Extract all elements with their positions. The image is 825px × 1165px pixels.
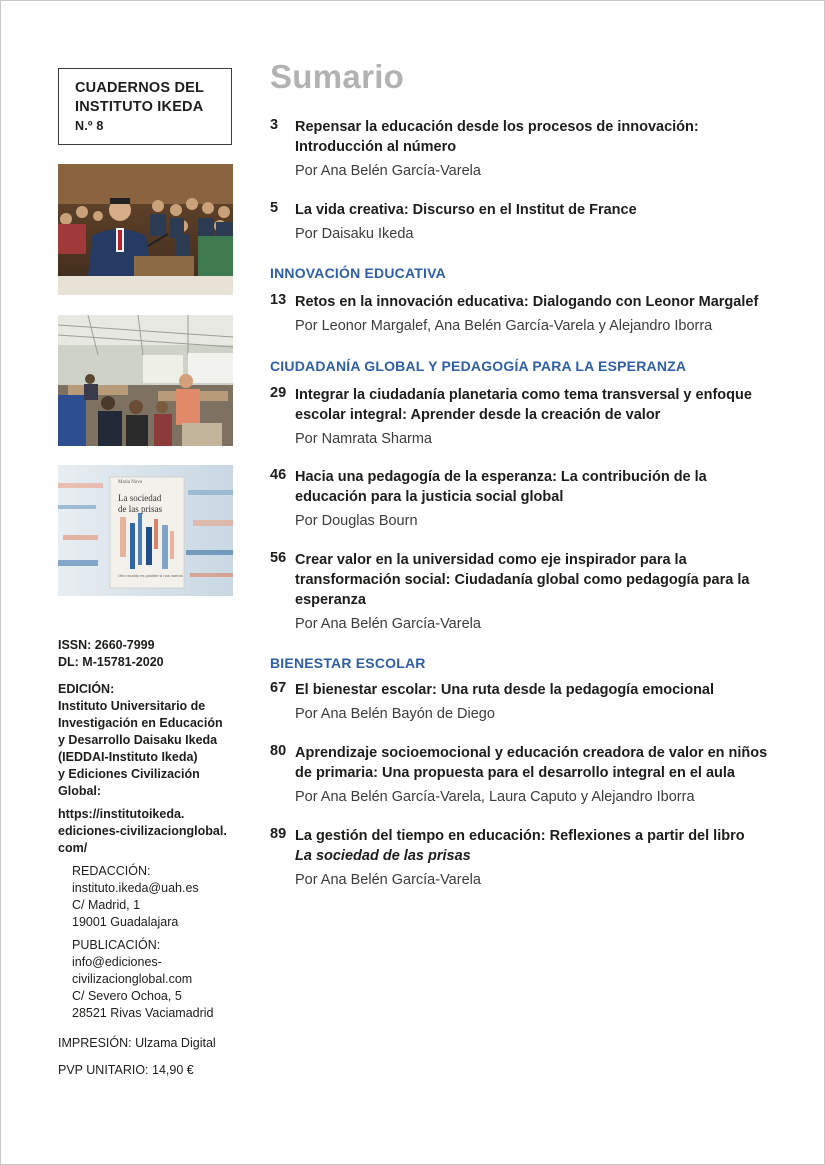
toc-title-line: de primaria: Una propuesta para el desarrollo integral en el aula xyxy=(295,765,735,781)
edicion-line: y Desarrollo Daisaku Ikeda xyxy=(58,733,218,747)
book-title-line2: de las prisas xyxy=(118,504,162,514)
publicacion-email[interactable]: info@ediciones- xyxy=(72,955,162,969)
toc-page-number: 67 xyxy=(270,680,287,696)
redaccion-email[interactable]: instituto.ikeda@uah.es xyxy=(72,881,199,895)
toc-title xyxy=(295,200,790,220)
toc-entry[interactable] xyxy=(270,743,790,807)
issn-block xyxy=(58,637,164,671)
toc-title xyxy=(295,117,790,157)
toc-entry[interactable] xyxy=(270,550,790,634)
edicion-line: y Ediciones Civilización xyxy=(58,767,200,781)
toc-title-line: La gestión del tiempo en educación: Reflexiones a partir del libro xyxy=(295,828,745,844)
publicacion-address: C/ Severo Ochoa, 5 xyxy=(72,989,182,1003)
toc-title-book-line: La sociedad de las prisas xyxy=(295,848,471,864)
toc-entry[interactable] xyxy=(270,467,790,531)
toc-title xyxy=(295,292,790,312)
toc-title xyxy=(295,385,790,425)
toc-title-line: Aprendizaje socioemocional y educación creadora de valor en niños xyxy=(295,745,768,761)
toc-entry[interactable] xyxy=(270,200,790,244)
sumario-title: Sumario xyxy=(270,58,405,95)
toc-title xyxy=(295,680,790,700)
masthead-line2: INSTITUTO IKEDA xyxy=(75,99,204,115)
section-heading: CIUDADANÍA GLOBAL Y PEDAGOGÍA PARA LA ESPERANZA xyxy=(270,358,687,374)
toc-title-line: educación para la justicia social global xyxy=(295,489,564,505)
publicacion-email[interactable]: civilizacionglobal.com xyxy=(72,972,193,986)
toc-title-line: Introducción al número xyxy=(295,139,457,155)
toc-title-line: transformación social: Ciudadanía global como pedagogía para la xyxy=(295,572,750,588)
masthead-box xyxy=(58,68,232,145)
website-url-part: https://institutoikeda. xyxy=(58,807,185,821)
toc-author: Por Ana Belén García-Varela, Laura Caputo y Alejandro Iborra xyxy=(295,789,695,805)
edicion-line: (IEDDAI-Instituto Ikeda) xyxy=(58,750,198,764)
impresion: IMPRESIÓN: Ulzama Digital xyxy=(58,1036,216,1050)
edicion-label: EDICIÓN: xyxy=(58,682,115,696)
book-author: Maria Novo xyxy=(118,480,143,485)
toc-title xyxy=(295,743,790,783)
toc-page-number: 80 xyxy=(270,743,287,759)
toc-page-number: 3 xyxy=(270,117,279,133)
redaccion-address: C/ Madrid, 1 xyxy=(72,898,141,912)
toc-entry[interactable] xyxy=(270,292,790,336)
masthead-line1: CUADERNOS DEL xyxy=(75,80,205,96)
classroom-photo xyxy=(58,315,233,446)
toc-author: Por Ana Belén García-Varela xyxy=(295,616,481,632)
publicacion-block xyxy=(72,937,214,1022)
toc-author: Por Namrata Sharma xyxy=(295,431,432,447)
edicion-line: Global: xyxy=(58,784,102,798)
redaccion-block xyxy=(72,863,199,931)
toc-title-line: La vida creativa: Discurso en el Institut de France xyxy=(295,202,637,218)
website-url-part: ediciones-civilizacionglobal. xyxy=(58,824,227,838)
legal-deposit: DL: M-15781-2020 xyxy=(58,655,164,669)
toc-author: Por Daisaku Ikeda xyxy=(295,226,414,242)
book-title-line1: La sociedad xyxy=(118,493,162,503)
toc-author: Por Douglas Bourn xyxy=(295,513,418,529)
section-heading: INNOVACIÓN EDUCATIVA xyxy=(270,265,446,281)
toc-page-number: 46 xyxy=(270,467,287,483)
toc-title-line: esperanza xyxy=(295,592,366,608)
toc-entry[interactable] xyxy=(270,385,790,449)
toc-title xyxy=(295,550,790,610)
toc-entry[interactable] xyxy=(270,826,790,890)
redaccion-city: 19001 Guadalajara xyxy=(72,915,179,929)
toc-page-number: 13 xyxy=(270,292,287,308)
issn: ISSN: 2660-7999 xyxy=(58,638,155,652)
book-cover-image xyxy=(58,465,233,596)
toc-entry[interactable] xyxy=(270,117,790,181)
toc-author: Por Ana Belén Bayón de Diego xyxy=(295,706,495,722)
toc-title-line: Crear valor en la universidad como eje inspirador para la xyxy=(295,552,687,568)
website-url-part: com/ xyxy=(58,841,88,855)
toc-title xyxy=(295,826,790,866)
book-tagline: Otro mundo es posible si nos vamos xyxy=(118,573,183,578)
toc-title-line: Repensar la educación desde los procesos de innovación: xyxy=(295,119,699,135)
toc-page-number: 56 xyxy=(270,550,287,566)
toc-title-line: Hacia una pedagogía de la esperanza: La contribución de la xyxy=(295,469,707,485)
redaccion-label: REDACCIÓN: xyxy=(72,864,151,878)
publicacion-city: 28521 Rivas Vaciamadrid xyxy=(72,1006,214,1020)
toc-author: Por Ana Belén García-Varela xyxy=(295,872,481,888)
toc-page-number: 29 xyxy=(270,385,287,401)
edicion-line: Investigación en Educación xyxy=(58,716,223,730)
edicion-block xyxy=(58,681,223,800)
toc-title xyxy=(295,467,790,507)
publicacion-label: PUBLICACIÓN: xyxy=(72,938,161,952)
toc-title-line: escolar integral: Aprender desde la creación de valor xyxy=(295,407,661,423)
section-heading: BIENESTAR ESCOLAR xyxy=(270,655,426,671)
masthead-number: N.º 8 xyxy=(75,119,104,133)
speaker-photo xyxy=(58,164,233,295)
website-link[interactable] xyxy=(58,806,227,857)
toc-title-line: Integrar la ciudadanía planetaria como tema transversal y enfoque xyxy=(295,387,752,403)
toc-author: Por Leonor Margalef, Ana Belén García-Varela y Alejandro Iborra xyxy=(295,318,713,334)
toc-page-number: 89 xyxy=(270,826,287,842)
toc-title-line: Retos en la innovación educativa: Dialogando con Leonor Margalef xyxy=(295,294,759,310)
toc-entry[interactable] xyxy=(270,680,790,724)
edicion-line: Instituto Universitario de xyxy=(58,699,206,713)
toc-title-line: El bienestar escolar: Una ruta desde la pedagogía emocional xyxy=(295,682,715,698)
price: PVP UNITARIO: 14,90 € xyxy=(58,1063,194,1077)
toc-author: Por Ana Belén García-Varela xyxy=(295,163,481,179)
toc-page-number: 5 xyxy=(270,200,279,216)
